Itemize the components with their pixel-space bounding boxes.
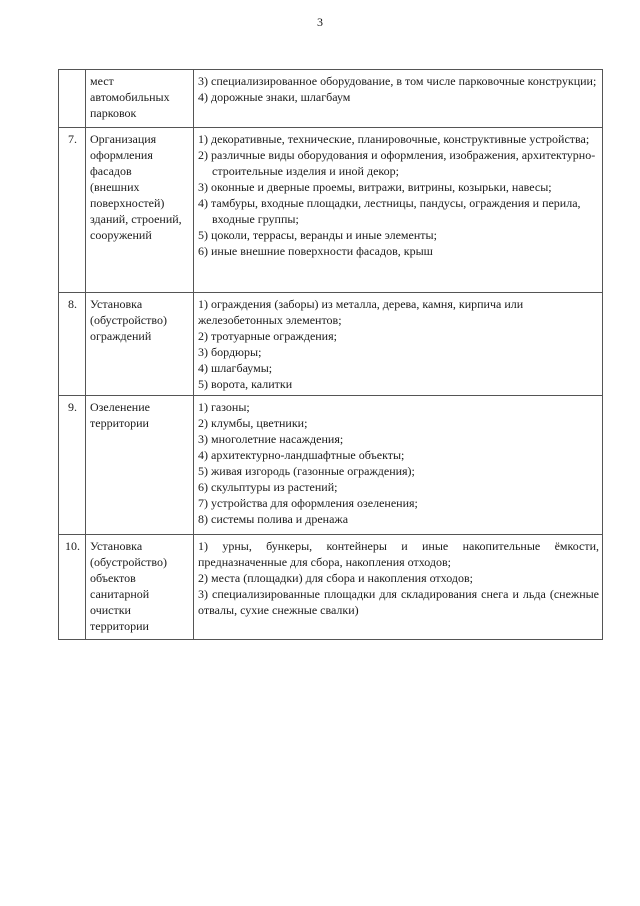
element-name-line: Организация	[90, 132, 157, 146]
element-name-line: парковок	[90, 106, 137, 120]
row-element-list	[194, 396, 603, 535]
element-name-line: Установка	[90, 297, 143, 311]
element-name-line: фасадов	[90, 164, 132, 178]
element-name-line: (обустройство)	[90, 555, 167, 569]
list-item: 4) архитектурно-ландшафтные объекты;	[198, 448, 405, 462]
element-name-line: сооружений	[90, 228, 152, 242]
row-element-name	[86, 396, 194, 535]
element-name-line: объектов	[90, 571, 136, 585]
element-name-line: (внешних	[90, 180, 140, 194]
element-name-line: автомобильных	[90, 90, 170, 104]
element-name-line: зданий, строений,	[90, 212, 182, 226]
element-name-line: (обустройство)	[90, 313, 167, 327]
table-row	[59, 535, 603, 640]
list-item: 1) декоративные, технические, планировочные, конструктивные устройства;	[198, 132, 590, 146]
element-name-line: поверхностей)	[90, 196, 165, 210]
element-name-line: санитарной	[90, 587, 150, 601]
row-number: 8.	[59, 293, 86, 396]
element-name-line: территории	[90, 619, 149, 633]
list-item: 4) шлагбаумы;	[198, 361, 273, 375]
element-name-line: оформления	[90, 148, 153, 162]
list-item: 8) системы полива и дренажа	[198, 512, 349, 526]
table-row	[59, 128, 603, 293]
list-item: 6) иные внешние поверхности фасадов, крыш	[198, 244, 433, 258]
list-item: 1) газоны;	[198, 400, 250, 414]
table-row	[59, 396, 603, 535]
element-name-line: очистки	[90, 603, 131, 617]
row-number: 7.	[59, 128, 86, 293]
list-item: 2) различные виды оборудования и оформления, изображения, архитектурно-строительные изделия и иной декор;	[198, 148, 596, 178]
row-element-list	[194, 128, 603, 293]
list-item: 5) ворота, калитки	[198, 377, 293, 391]
list-item: 1) урны, бункеры, контейнеры и иные накопительные ёмкости, предназначенные для сбора, накопления отходов;	[198, 539, 599, 569]
element-name-line: ограждений	[90, 329, 152, 343]
element-name-line: мест	[90, 74, 114, 88]
improvement-elements-table	[58, 69, 603, 640]
row-number	[59, 70, 86, 128]
row-element-list	[194, 535, 603, 640]
list-item: 3) специализированные площадки для складирования снега и льда (снежные отвалы, сухие снежные свалки)	[198, 587, 599, 617]
row-element-list	[194, 293, 603, 396]
list-item: 3) специализированное оборудование, в том числе парковочные конструкции;	[198, 74, 597, 88]
list-item: 3) многолетние насаждения;	[198, 432, 344, 446]
list-item: 3) бордюры;	[198, 345, 262, 359]
page-number: 3	[317, 15, 323, 29]
element-name-line: территории	[90, 416, 149, 430]
row-element-name	[86, 70, 194, 128]
list-item: 4) тамбуры, входные площадки, лестницы, пандусы, ограждения и перила, входные группы;	[198, 196, 581, 226]
row-element-name	[86, 128, 194, 293]
list-item: 3) оконные и дверные проемы, витражи, витрины, козырьки, навесы;	[198, 180, 552, 194]
list-item: 2) тротуарные ограждения;	[198, 329, 337, 343]
list-item: 6) скульптуры из растений;	[198, 480, 338, 494]
row-number: 9.	[59, 396, 86, 535]
element-name-line: Озеленение	[90, 400, 150, 414]
list-item: 5) живая изгородь (газонные ограждения);	[198, 464, 415, 478]
row-element-list	[194, 70, 603, 128]
table-row	[59, 70, 603, 128]
row-element-name	[86, 293, 194, 396]
row-element-name	[86, 535, 194, 640]
list-item: 5) цоколи, террасы, веранды и иные элементы;	[198, 228, 437, 242]
list-item: 1) ограждения (заборы) из металла, дерева, камня, кирпича или железобетонных элементов;	[198, 297, 524, 327]
list-item: 2) клумбы, цветники;	[198, 416, 308, 430]
element-name-line: Установка	[90, 539, 143, 553]
list-item: 2) места (площадки) для сбора и накопления отходов;	[198, 571, 473, 585]
list-item: 4) дорожные знаки, шлагбаум	[198, 90, 351, 104]
list-item: 7) устройства для оформления озеленения;	[198, 496, 418, 510]
row-number: 10.	[59, 535, 86, 640]
table-row	[59, 293, 603, 396]
